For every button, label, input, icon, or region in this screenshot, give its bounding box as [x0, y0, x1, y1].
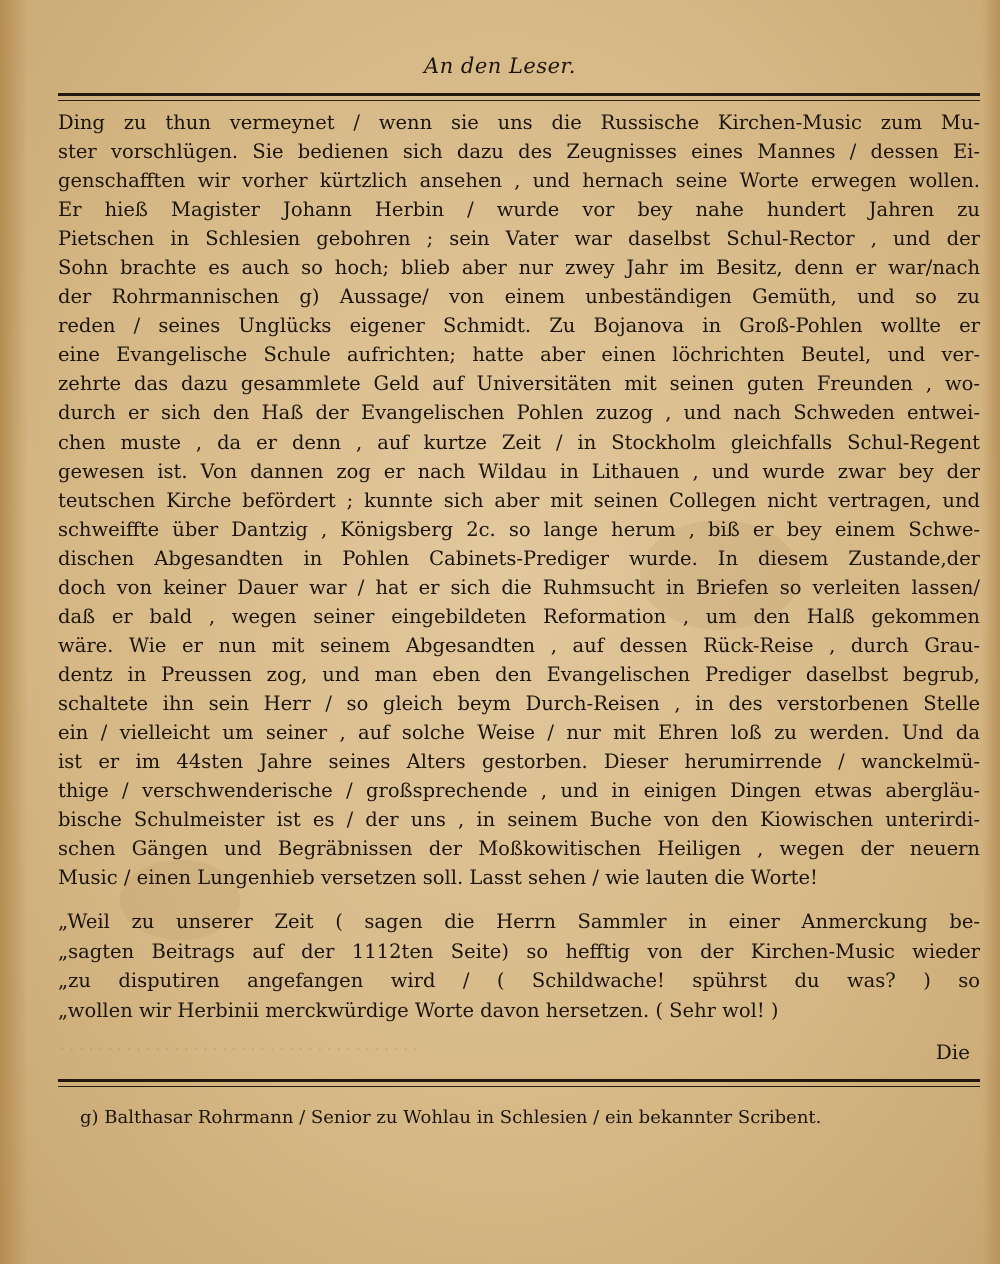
text-line: wäre. Wie er nun mit seinem Abgesandten , auf dessen Rück-Reise , durch Grau- — [58, 633, 980, 657]
text-line: zehrte das dazu gesammlete Geld auf Universitäten mit seinen guten Freunden , wo- — [58, 372, 980, 396]
text-line: gewesen ist. Von dannen zog er nach Wildau in Lithauen , und wurde zwar bey der — [58, 459, 980, 483]
text-line: ist er im 44sten Jahre seines Alters gestorben. Dieser herumirrende / wanckelmü- — [58, 750, 980, 774]
quote-line: „wollen wir Herbinii merckwürdige Worte davon hersetzen. ( Sehr wol! ) — [58, 998, 779, 1022]
text-line: der Rohrmannischen g) Aussage/ von einem unbeständigen Gemüth, und so zu — [58, 285, 980, 309]
text-line: Music / einen Lungenhieb versetzen soll. Lasst sehen / wie lauten die Worte! — [58, 866, 818, 890]
text-line: Ding zu thun vermeynet / wenn sie uns die Russische Kirchen-Music zum Mu- — [58, 111, 980, 134]
text-line: Er hieß Magister Johann Herbin / wurde vor bey nahe hundert Jahren zu — [58, 198, 980, 222]
quote-line: „zu disputiren angefangen wird / ( Schildwache! spührst du was? ) so — [58, 969, 980, 992]
quote-line: „sagten Beitrags auf der 1112ten Seite) so hefftig von der Kirchen-Music wieder — [58, 939, 980, 963]
footnote-rule-thin — [58, 1086, 980, 1087]
header-rule-thin — [58, 100, 980, 101]
text-line: durch er sich den Haß der Evangelischen Pohlen zuzog , und nach Schweden entwei- — [58, 401, 980, 425]
text-line: ein / vielleicht um seiner , auf solche Weise / nur mit Ehren loß zu werden. Und da — [58, 720, 980, 744]
text-line: Sohn brachte es auch so hoch; blieb aber nur zwey Jahr im Besitz, denn er war/nach — [58, 256, 980, 280]
text-line: ster vorschlügen. Sie bedienen sich dazu des Zeugnisses eines Mannes / dessen Ei- — [58, 140, 980, 164]
text-line: Pietschen in Schlesien gebohren ; sein Vater war daselbst Schul-Rector , und der — [58, 227, 980, 251]
text-line: eine Evangelische Schule aufrichten; hatte aber einen löchrichten Beutel, und ver- — [58, 343, 980, 367]
running-head: An den Leser. — [424, 54, 576, 78]
text-line: teutschen Kirche befördert ; kunnte sich aber mit seinen Collegen nicht vertragen, und — [58, 488, 980, 512]
catchword: Die — [935, 1040, 970, 1064]
text-line: genschafften wir vorher kürtzlich ansehen , und hernach seine Worte erwegen wollen. — [58, 169, 980, 193]
text-line: schen Gängen und Begräbnissen der Moßkowitischen Heiligen , wegen der neuern — [58, 837, 980, 861]
quote-line: „Weil zu unserer Zeit ( sagen die Herrn Sammler in einer Anmerckung be- — [58, 910, 980, 933]
text-line: chen muste , da er denn , auf kurtze Zeit / in Stockholm gleichfalls Schul-Regent — [58, 430, 980, 454]
footnote: g) Balthasar Rohrmann / Senior zu Wohlau in Schlesien / ein bekannter Scribent. — [80, 1107, 822, 1128]
show-through-text: · · · · · · · · · · · · · · · · · · · · · · · · · · · · · · · · · · · · · · — [60, 1040, 418, 1058]
header-rule — [58, 93, 980, 96]
body-text — [58, 108, 980, 892]
text-line: schweiffte über Dantzig , Königsberg 2c. so lange herum , biß er bey einem Schwe- — [58, 517, 980, 541]
text-line: dentz in Preussen zog, und man eben den Evangelischen Prediger daselbst begrub, — [58, 662, 980, 686]
text-line: daß er bald , wegen seiner eingebildeten Reformation , um den Halß gekommen — [58, 604, 980, 628]
text-line: bische Schulmeister ist es / der uns , in seinem Buche von den Kiowischen unterirdi- — [58, 808, 980, 832]
text-line: schaltete ihn sein Herr / so gleich beym Durch-Reisen , in des verstorbenen Stelle — [58, 691, 980, 715]
text-line: thige / verschwenderische / großsprechende , und in einigen Dingen etwas abergläu- — [58, 779, 980, 803]
footnote-rule — [58, 1079, 980, 1082]
text-line: reden / seines Unglücks eigener Schmidt. Zu Bojanova in Groß-Pohlen wollte er — [58, 314, 980, 338]
text-line: doch von keiner Dauer war / hat er sich die Ruhmsucht in Briefen so verleiten lassen/ — [58, 575, 980, 599]
text-line: dischen Abgesandten in Pohlen Cabinets-Prediger wurde. In diesem Zustande,der — [58, 546, 980, 570]
quotation-block — [58, 907, 980, 1025]
